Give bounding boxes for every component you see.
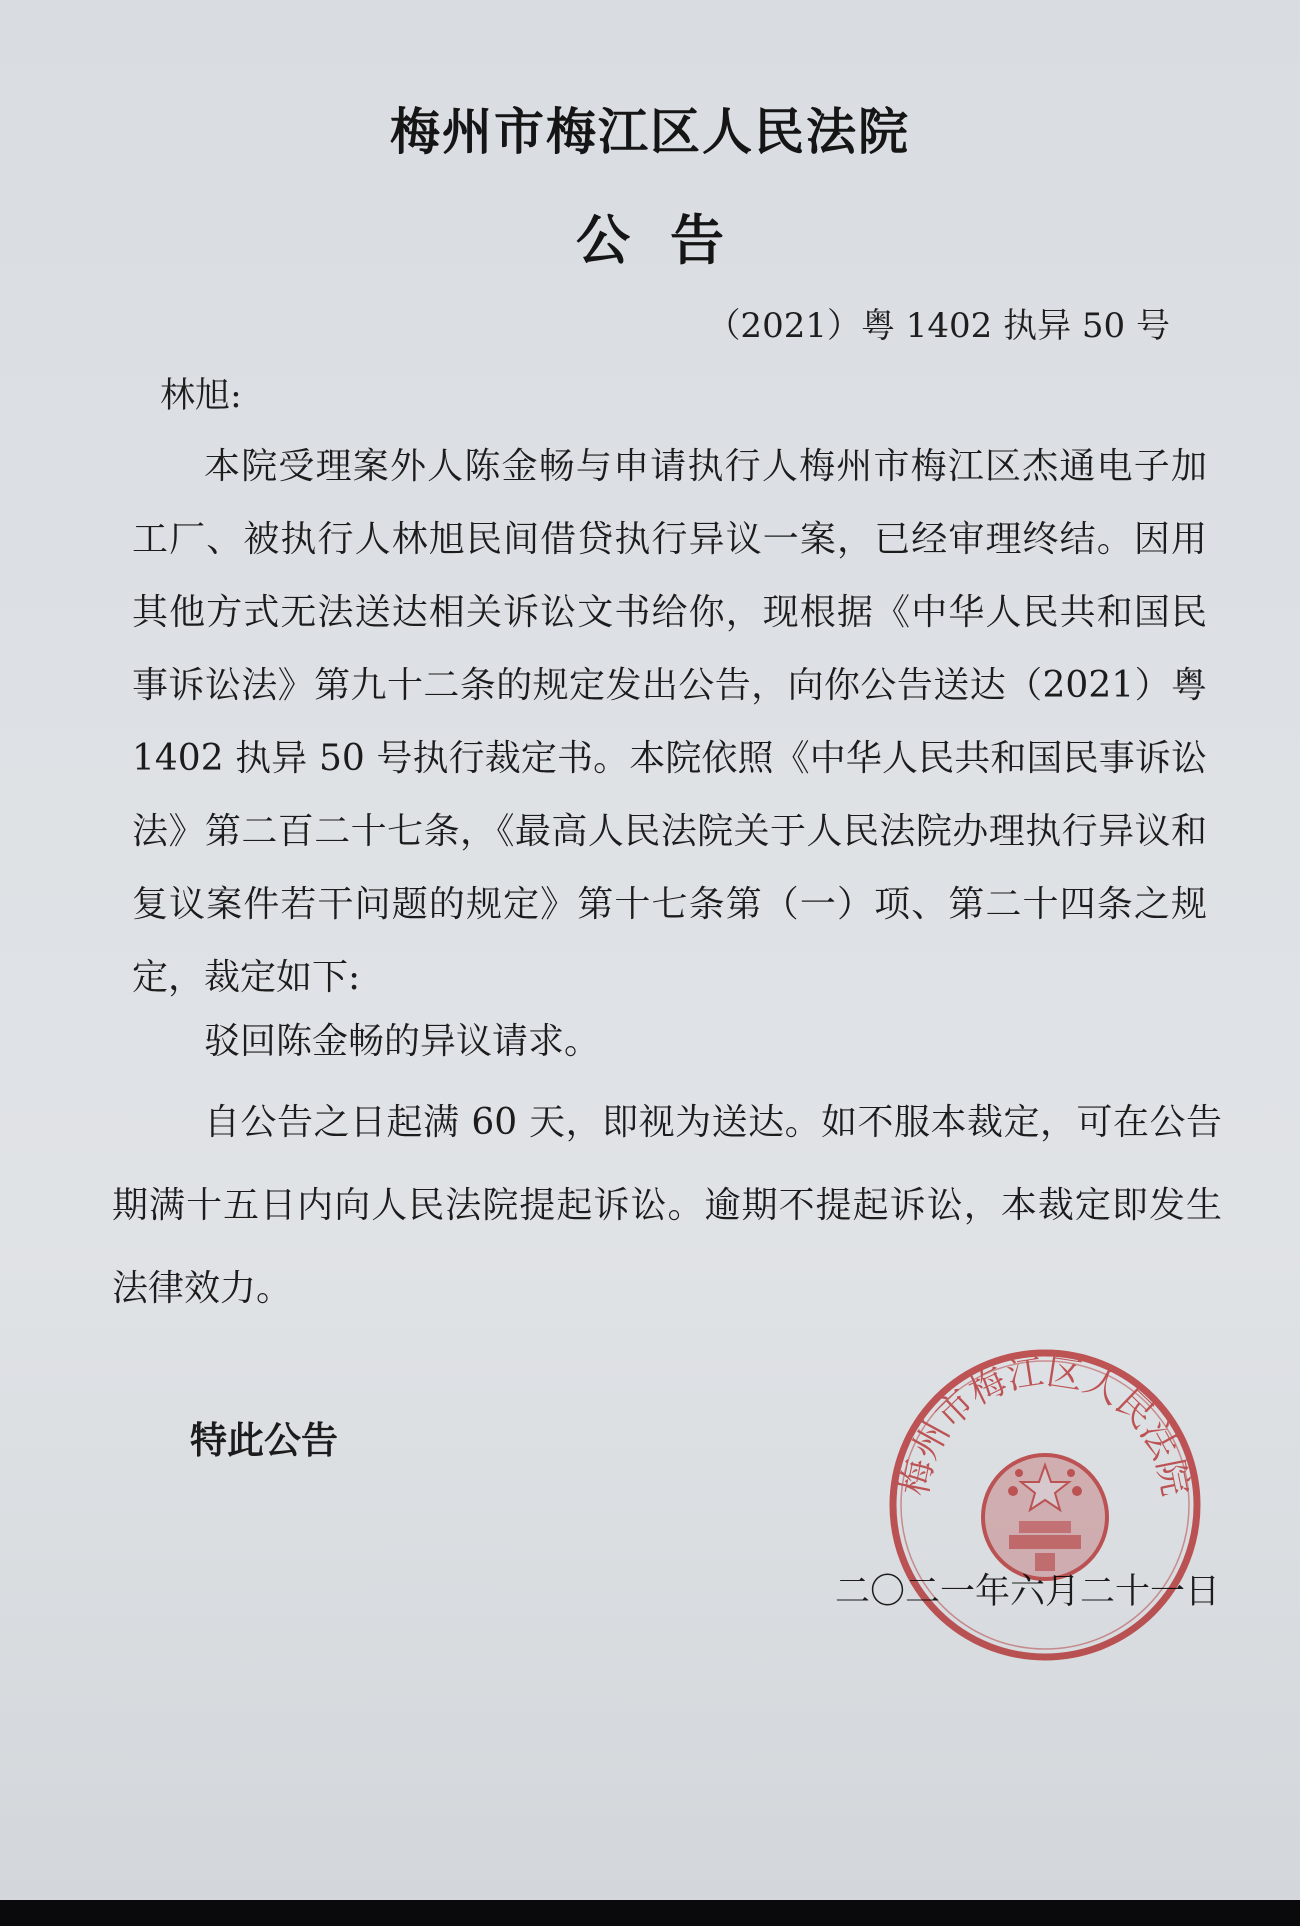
body-paragraph: 本院受理案外人陈金畅与申请执行人梅州市梅江区杰通电子加工厂、被执行人林旭民间借贷执行异议一案，已经审理终结。因用其他方式无法送达相关诉讼文书给你，现根据《中华人民共和国民事诉讼法》第九十二条的规定发出公告，向你公告送达（2021）粤 1402 执异 50 号执行裁定书。本院依照《中华人民共和国民事诉讼法》第二百二十七条，《最高人民法院关于人民法院办理执行异议和复议案件若干问题的规定》第十七条第（一）项、第二十四条之规定，裁定如下: <box>132 446 1207 998</box>
effect-paragraph: 自公告之日起满 60 天，即视为送达。如不服本裁定，可在公告期满十五日内向人民法院提起诉讼。逾期不提起诉讼，本裁定即发生法律效力。 <box>112 1102 1222 1309</box>
addressee: 林旭: <box>160 376 242 416</box>
national-emblem-icon <box>983 1455 1107 1579</box>
ruling-paragraph: 驳回陈金畅的异议请求。 <box>204 1021 601 1062</box>
closing-statement: 特此公告 <box>190 1418 338 1462</box>
seal-text: 梅州市梅江区人民法院 <box>894 1351 1196 1500</box>
issue-date: 二〇二一年六月二十一日 <box>834 1572 1220 1612</box>
court-seal <box>885 1345 1205 1665</box>
court-name-heading: 梅州市梅江区人民法院 <box>390 102 910 161</box>
notice-title: 公告 <box>576 208 764 272</box>
body-section <box>132 430 1207 1014</box>
case-number: （2021）粤 1402 执异 50 号 <box>706 306 1170 346</box>
photo-border <box>0 1900 1300 1926</box>
